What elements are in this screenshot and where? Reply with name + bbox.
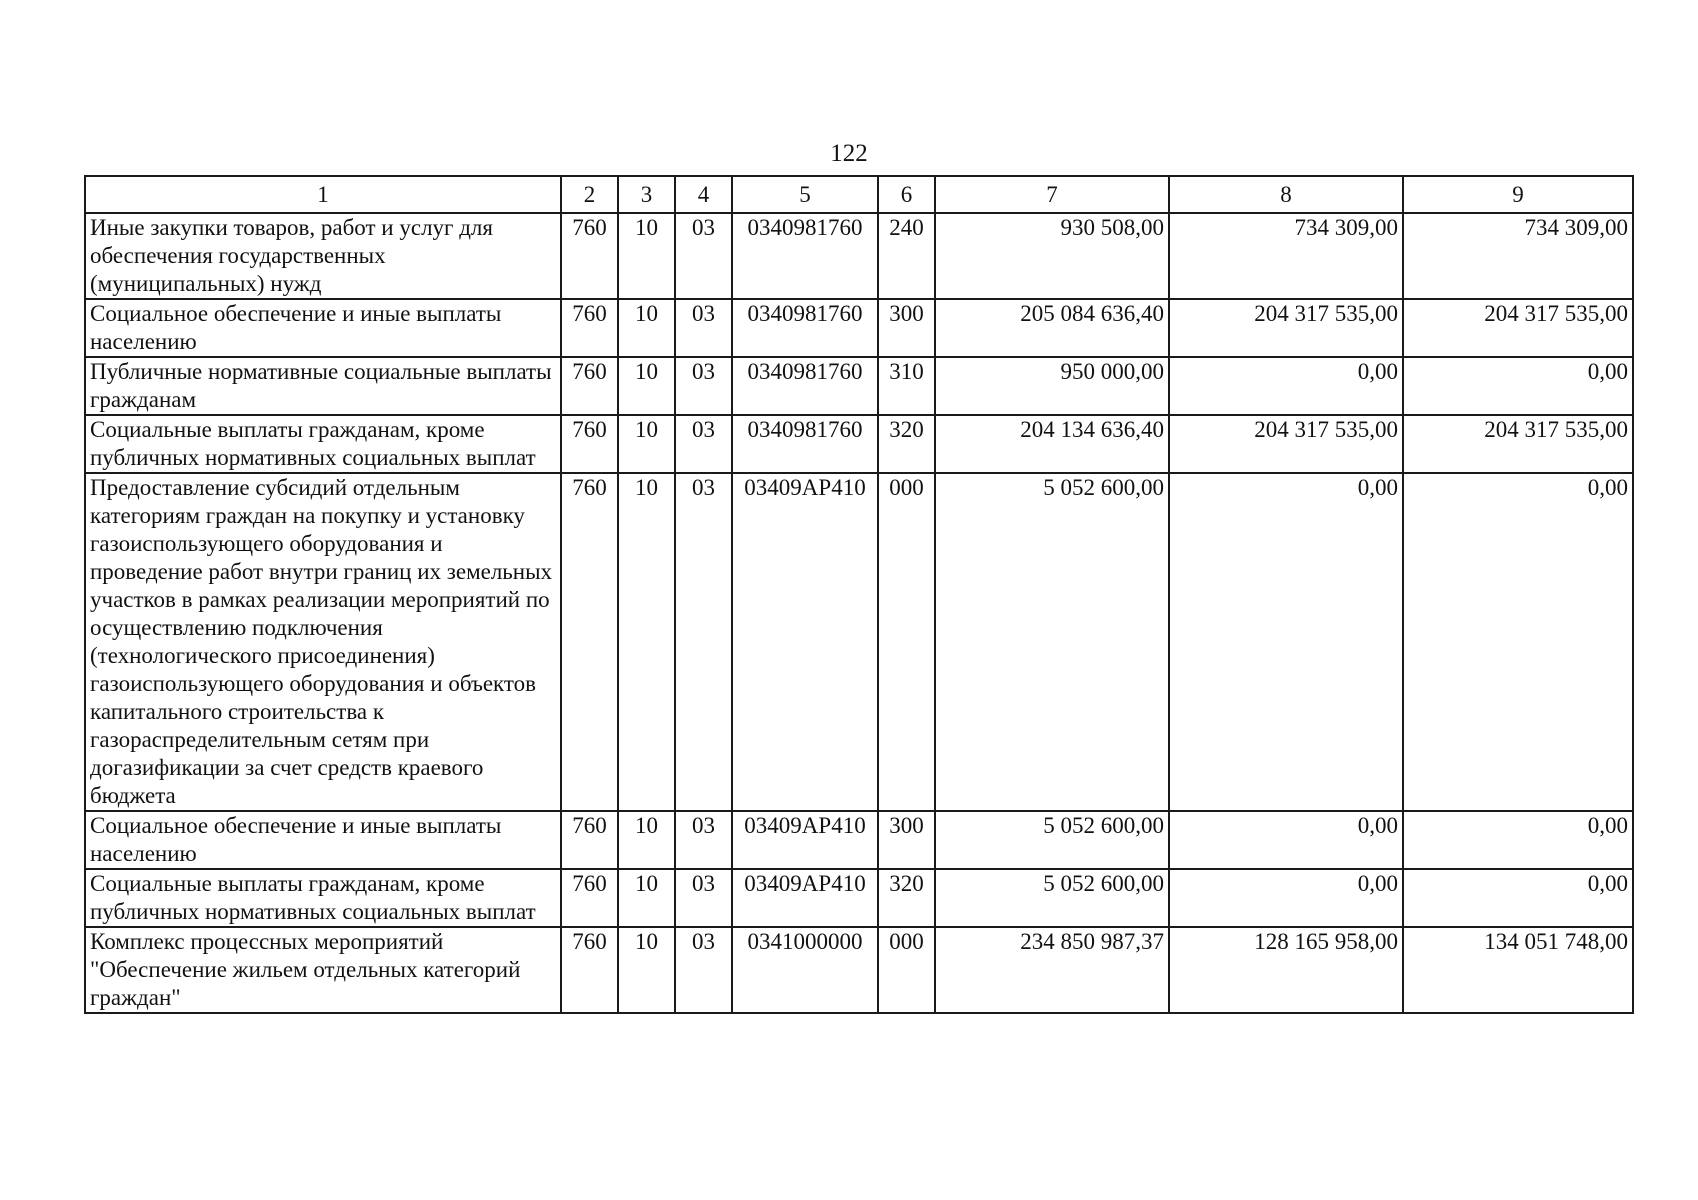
row-sum-8: 0,00 [1169,357,1403,415]
row-code-5: 03409AP410 [732,869,878,927]
table-row [85,415,1633,473]
row-code-3: 10 [618,927,675,1013]
row-sum-7: 930 508,00 [935,213,1169,299]
row-sum-7: 5 052 600,00 [935,869,1169,927]
row-sum-9: 0,00 [1403,357,1633,415]
row-name: Публичные нормативные социальные выплаты гражданам [85,357,561,415]
row-sum-9: 134 051 748,00 [1403,927,1633,1013]
row-name: Комплекс процессных мероприятий "Обеспечение жильем отдельных категорий граждан" [85,927,561,1013]
column-header-9: 9 [1403,176,1633,213]
row-sum-9: 0,00 [1403,869,1633,927]
row-code-4: 03 [675,299,732,357]
row-code-2: 760 [561,357,618,415]
row-code-6: 000 [878,473,935,811]
row-code-6: 310 [878,357,935,415]
row-sum-7: 5 052 600,00 [935,811,1169,869]
row-code-5: 0340981760 [732,213,878,299]
row-sum-9: 0,00 [1403,473,1633,811]
row-sum-8: 0,00 [1169,473,1403,811]
row-code-2: 760 [561,811,618,869]
row-sum-9: 204 317 535,00 [1403,299,1633,357]
row-code-5: 03409AP410 [732,473,878,811]
row-name: Социальное обеспечение и иные выплаты населению [85,811,561,869]
budget-table [84,175,1634,1014]
page-number: 122 [830,140,868,167]
row-code-3: 10 [618,357,675,415]
row-code-3: 10 [618,299,675,357]
table-row [85,869,1633,927]
row-code-6: 240 [878,213,935,299]
row-sum-9: 734 309,00 [1403,213,1633,299]
row-code-2: 760 [561,927,618,1013]
row-name: Предоставление субсидий отдельным категориям граждан на покупку и установку газоиспользующего оборудования и проведение работ внутри границ их земельных участков в рамках реализации мероприятий по осуществлению подключения (технологического присоединения) газоиспользующего оборудования и объектов капитального строительства к газораспределительным сетям при догазификации за счет средств краевого бюджета [85,473,561,811]
row-code-3: 10 [618,415,675,473]
row-code-4: 03 [675,811,732,869]
row-code-4: 03 [675,357,732,415]
column-header-7: 7 [935,176,1169,213]
row-name: Иные закупки товаров, работ и услуг для обеспечения государственных (муниципальных) нужд [85,213,561,299]
table-row [85,811,1633,869]
row-name: Социальные выплаты гражданам, кроме публичных нормативных социальных выплат [85,415,561,473]
row-code-4: 03 [675,415,732,473]
row-sum-8: 128 165 958,00 [1169,927,1403,1013]
row-sum-9: 0,00 [1403,811,1633,869]
row-code-3: 10 [618,473,675,811]
row-code-3: 10 [618,811,675,869]
row-sum-8: 0,00 [1169,811,1403,869]
row-code-6: 300 [878,811,935,869]
row-code-2: 760 [561,473,618,811]
row-sum-8: 0,00 [1169,869,1403,927]
column-header-5: 5 [732,176,878,213]
table-row [85,927,1633,1013]
column-header-4: 4 [675,176,732,213]
row-code-6: 000 [878,927,935,1013]
row-name: Социальное обеспечение и иные выплаты населению [85,299,561,357]
row-code-5: 03409AP410 [732,811,878,869]
column-header-6: 6 [878,176,935,213]
row-sum-8: 204 317 535,00 [1169,299,1403,357]
row-code-3: 10 [618,869,675,927]
row-code-4: 03 [675,213,732,299]
row-sum-8: 204 317 535,00 [1169,415,1403,473]
table-row [85,357,1633,415]
row-code-2: 760 [561,415,618,473]
row-code-5: 0340981760 [732,299,878,357]
row-code-4: 03 [675,869,732,927]
column-header-3: 3 [618,176,675,213]
row-sum-7: 5 052 600,00 [935,473,1169,811]
header-row [85,176,1633,213]
row-code-4: 03 [675,473,732,811]
row-code-5: 0340981760 [732,357,878,415]
row-sum-7: 950 000,00 [935,357,1169,415]
row-sum-8: 734 309,00 [1169,213,1403,299]
row-code-5: 0340981760 [732,415,878,473]
row-code-4: 03 [675,927,732,1013]
row-name: Социальные выплаты гражданам, кроме публичных нормативных социальных выплат [85,869,561,927]
row-code-6: 300 [878,299,935,357]
row-code-6: 320 [878,869,935,927]
column-header-2: 2 [561,176,618,213]
table-row [85,473,1633,811]
row-code-5: 0341000000 [732,927,878,1013]
table-row [85,299,1633,357]
row-code-3: 10 [618,213,675,299]
row-code-2: 760 [561,299,618,357]
row-code-2: 760 [561,869,618,927]
column-header-8: 8 [1169,176,1403,213]
row-sum-9: 204 317 535,00 [1403,415,1633,473]
column-header-1: 1 [85,176,561,213]
table-row [85,213,1633,299]
row-sum-7: 204 134 636,40 [935,415,1169,473]
row-code-6: 320 [878,415,935,473]
row-sum-7: 234 850 987,37 [935,927,1169,1013]
row-sum-7: 205 084 636,40 [935,299,1169,357]
row-code-2: 760 [561,213,618,299]
